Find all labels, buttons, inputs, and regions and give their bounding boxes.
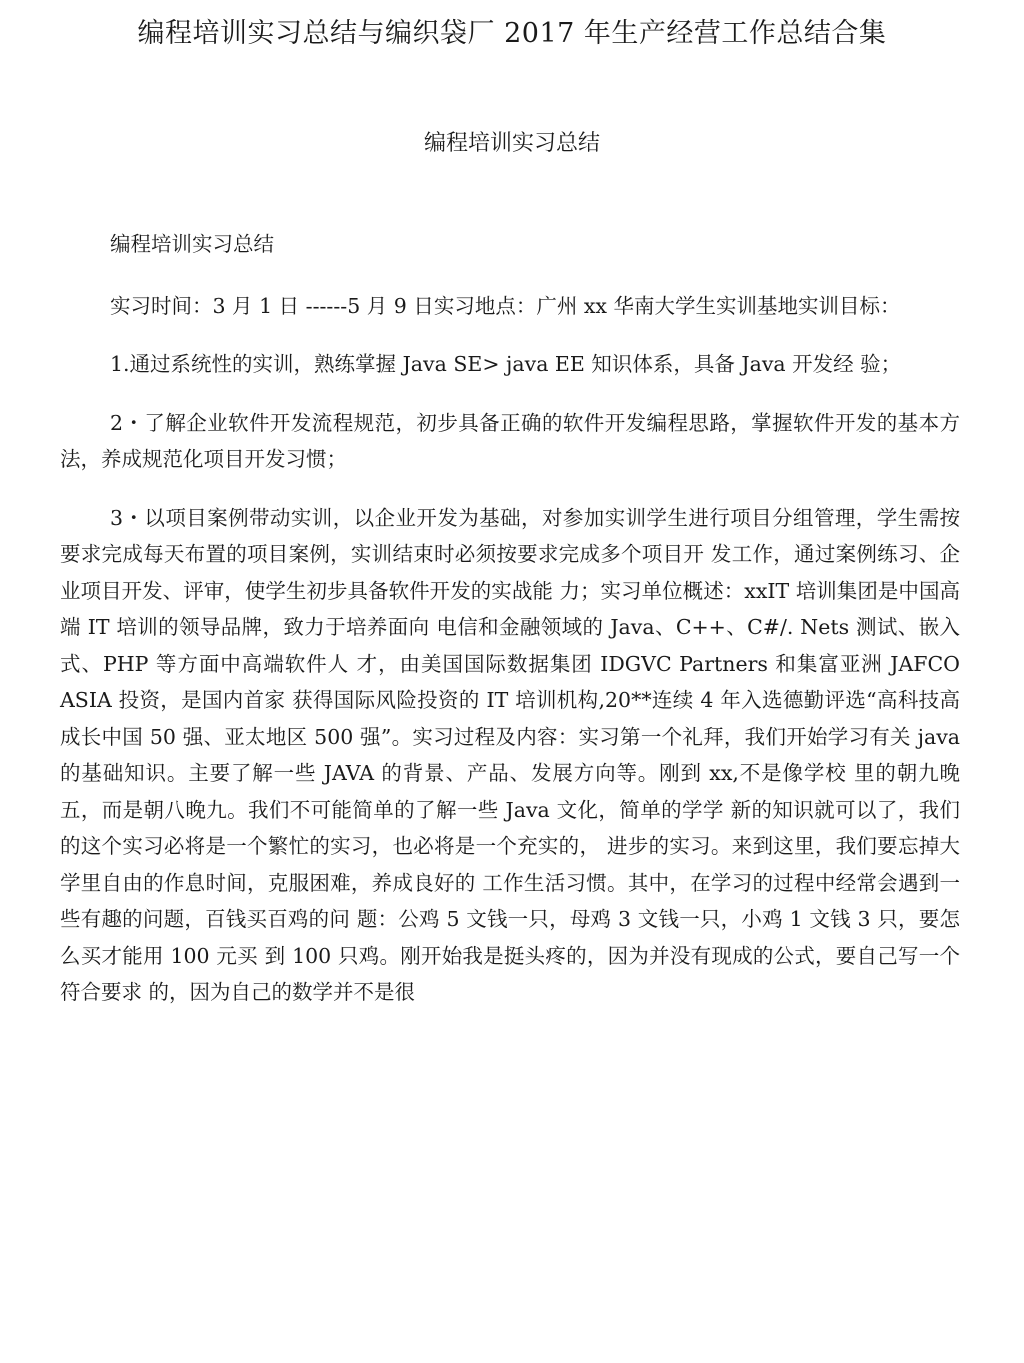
document-title: 编程培训实习总结与编织袋厂 2017 年生产经营工作总结合集 (137, 18, 887, 49)
goal-item-3: 3・以项目案例带动实训，以企业开发为基础，对参加实训学生进行项目分组管理，学生需按要求完成每天布置的项目案例，实训结束时必须按要求完成多个项目开 发工作，通过案例练习、企业项目开发、评审，使学生初步具备软件开发的实战能 力；实习单位概述：xxIT 培训集团是中国高端 IT 培训的领导品牌，致力于培养面向 电信和金融领域的 Java、C++、C#/. Nets 测试、嵌入式、PHP 等方面中高端软件人 才，由美国国际数据集团 IDGVC Partners 和集富亚洲 JAFCO ASIA 投资，是国内首家 获得国际风险投资的 IT 培训机构,20**连续 4 年入选德勤评选“高科技高成长中国 50 强、亚太地区 500 强”。实习过程及内容：实习第一个礼拜，我们开始学习有关 java 的基础知识。主要了解一些 JAVA 的背景、产品、发展方向等。刚到 xx,不是像学校 里的朝九晚五，而是朝八晚九。我们不可能简单的了解一些 Java 文化，简单的学学 新的知识就可以了，我们的这个实习必将是一个繁忙的实习，也必将是一个充实的， 进步的实习。来到这里，我们要忘掉大学里自由的作息时间，克服困难，养成良好的 工作生活习惯。其中，在学习的过程中经常会遇到一些有趣的问题，百钱买百鸡的问 题：公鸡 5 文钱一只，母鸡 3 文钱一只，小鸡 1 文钱 3 只，要怎么买才能用 100 元买 到 100 只鸡。刚开始我是挺头疼的，因为并没有现成的公式，要自己写一个符合要求 的，因为自己的数学并不是很 (60, 505, 960, 1004)
section-title: 编程培训实习总结 (423, 131, 600, 156)
document-body (60, 226, 960, 1033)
subheading: 编程培训实习总结 (110, 232, 274, 256)
goal-item-1: 1.通过系统性的实训，熟练掌握 Java SE> java EE 知识体系，具备 Java 开发经 验； (110, 352, 902, 376)
internship-meta: 实习时间：3 月 1 日 ------5 月 9 日实习地点：广州 xx 华南大学生实训基地实训目标： (110, 293, 901, 318)
goal-item-2: 2・了解企业软件开发流程规范，初步具备正确的软件开发编程思路，掌握软件开发的基本方法，养成规范化项目开发习惯； (60, 410, 960, 471)
